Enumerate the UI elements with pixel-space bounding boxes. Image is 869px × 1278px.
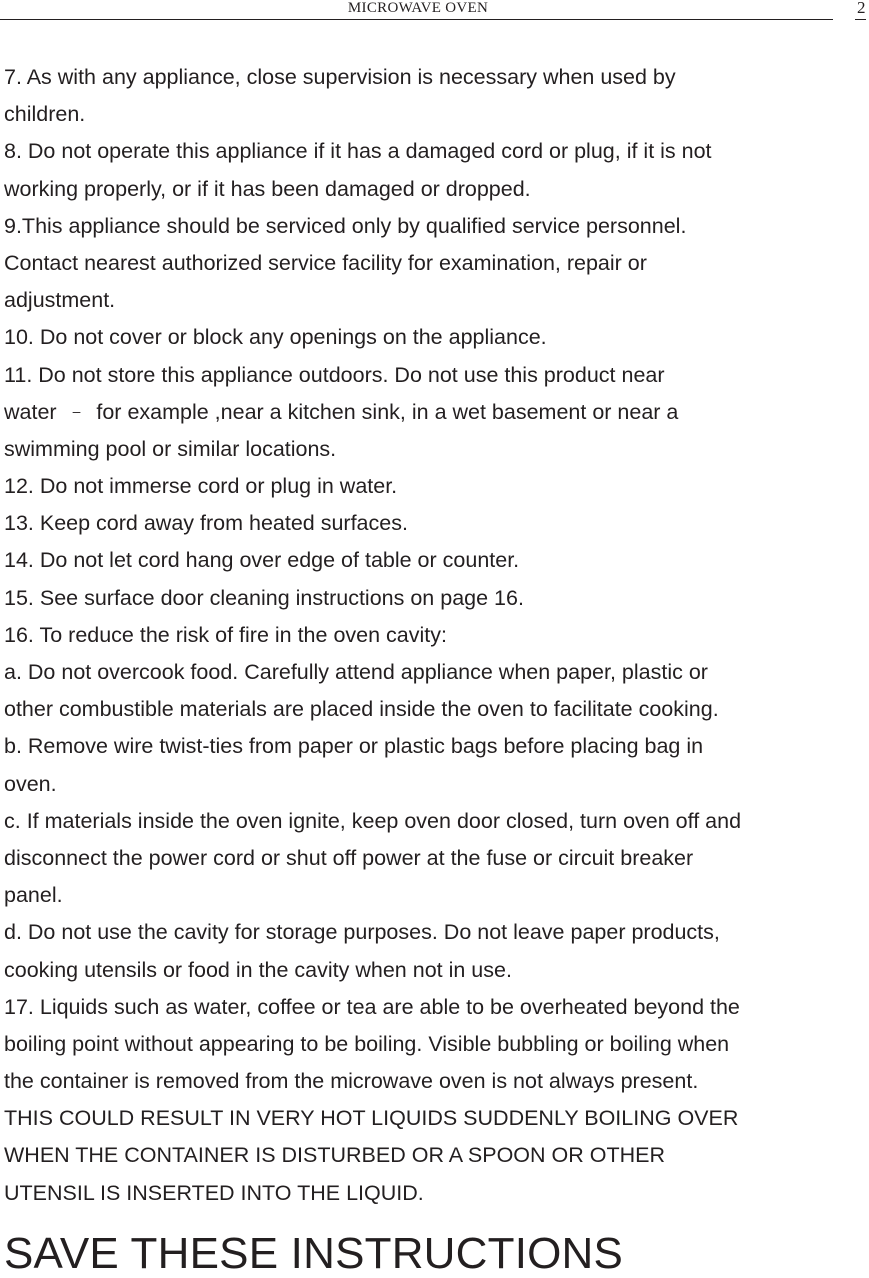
text-line: 11. Do not store this appliance outdoors. Do not use this product near — [4, 362, 665, 387]
text-line: children. — [4, 102, 86, 127]
text-line: oven. — [4, 771, 57, 796]
safety-instructions-body — [4, 59, 868, 1212]
text-line: a. Do not overcook food. Carefully attend appliance when paper, plastic or — [4, 660, 708, 684]
text-line: THIS COULD RESULT IN VERY HOT LIQUIDS SUDDENLY BOILING OVER — [4, 1106, 739, 1131]
text-line: c. If materials inside the oven ignite, keep oven door closed, turn oven off and — [4, 808, 742, 833]
text-line: 9.This appliance should be serviced only by qualified service personnel. — [4, 213, 687, 238]
header-rule — [0, 19, 833, 20]
text-line: disconnect the power cord or shut off power at the fuse or circuit breaker — [4, 845, 694, 870]
text-line: WHEN THE CONTAINER IS DISTURBED OR A SPOON OR OTHER — [4, 1143, 665, 1168]
save-instructions-heading: SAVE THESE INSTRUCTIONS — [4, 1229, 624, 1278]
text-line: the container is removed from the microwave oven is not always present. — [4, 1069, 699, 1094]
text-line: 10. Do not cover or block any openings on the appliance. — [4, 325, 547, 350]
text-line: 14. Do not let cord hang over edge of table or counter. — [4, 548, 520, 573]
page-number: 2 — [857, 0, 866, 17]
text-line: d. Do not use the cavity for storage purposes. Do not leave paper products, — [4, 920, 720, 945]
text-line: 7. As with any appliance, close supervision is necessary when used by — [4, 65, 676, 89]
text-line: working properly, or if it has been damaged or dropped. — [4, 176, 531, 201]
text-line: other combustible materials are placed inside the oven to facilitate cooking. — [4, 697, 719, 722]
text-line: panel. — [4, 883, 63, 908]
text-line — [4, 394, 868, 431]
water-line-rest: for example ,near a kitchen sink, in a wet basement or near a — [96, 399, 679, 424]
running-header-title: MICROWAVE OVEN — [347, 0, 489, 16]
text-line: 12. Do not immerse cord or plug in water. — [4, 474, 398, 499]
text-line: boiling point without appearing to be boiling. Visible bubbling or boiling when — [4, 1031, 730, 1056]
water-line-start: water — [4, 399, 57, 424]
text-line: cooking utensils or food in the cavity when not in use. — [4, 957, 512, 982]
page-number-rule — [855, 19, 866, 20]
text-line: b. Remove wire twist-ties from paper or plastic bags before placing bag in — [4, 734, 704, 759]
text-line: 17. Liquids such as water, coffee or tea are able to be overheated beyond the — [4, 994, 740, 1019]
text-line: 13. Keep cord away from heated surfaces. — [4, 511, 408, 536]
text-line: swimming pool or similar locations. — [4, 436, 337, 461]
text-line: 15. See surface door cleaning instructions on page 16. — [4, 585, 524, 610]
text-line: 16. To reduce the risk of fire in the oven cavity: — [4, 622, 447, 647]
text-line: 8. Do not operate this appliance if it has a damaged cord or plug, if it is not — [4, 139, 712, 164]
dash-glyph: – — [72, 402, 81, 419]
text-line: Contact nearest authorized service facility for examination, repair or — [4, 250, 647, 275]
text-line: adjustment. — [4, 288, 116, 313]
text-line: UTENSIL IS INSERTED INTO THE LIQUID. — [4, 1180, 424, 1205]
